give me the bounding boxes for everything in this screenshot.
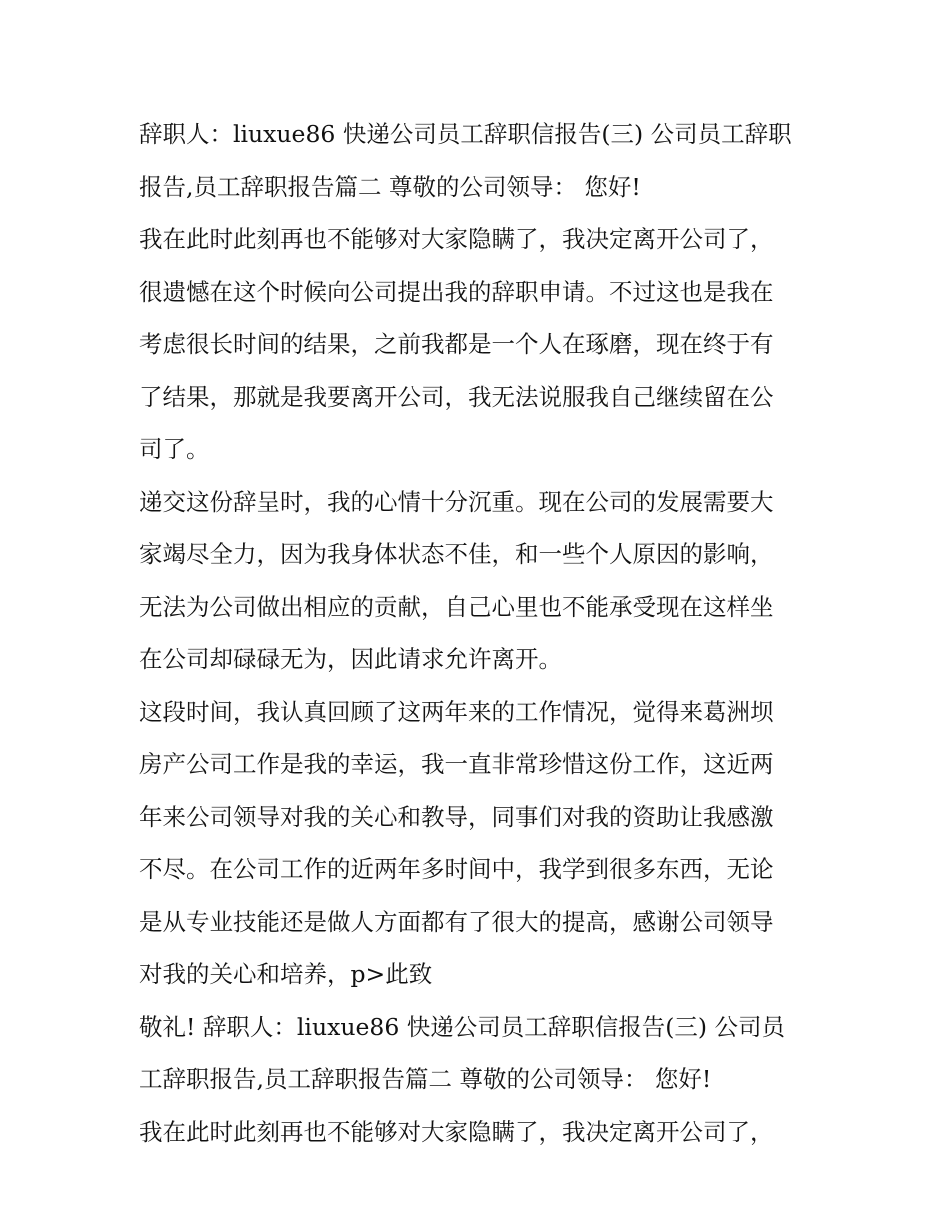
text-line: 我在此时此刻再也不能够对大家隐瞒了，我决定离开公司了， (139, 225, 774, 253)
text-line: 辞职人：liuxue86 快递公司员工辞职信报告(三) 公司员工辞职 (139, 120, 792, 148)
text-line: 是从专业技能还是做人方面都有了很大的提高，感谢公司领导 (139, 907, 774, 936)
text-line: 很遗憾在这个时候向公司提出我的辞职申请。不过这也是我在 (139, 277, 774, 306)
text-line: 了结果，那就是我要离开公司，我无法说服我自己继续留在公 (139, 382, 774, 411)
text-line: 工辞职报告,员工辞职报告篇二 尊敬的公司领导： 您好! (139, 1065, 712, 1093)
text-line: 这段时间，我认真回顾了这两年来的工作情况，觉得来葛洲坝 (139, 697, 774, 726)
text-line: 报告,员工辞职报告篇二 尊敬的公司领导： 您好! (139, 172, 641, 201)
text-line: 敬礼! 辞职人：liuxue86 快递公司员工辞职信报告(三) 公司员 (139, 1012, 786, 1041)
text-line: 在公司却碌碌无为，因此请求允许离开。 (139, 645, 562, 673)
text-line: 递交这份辞呈时，我的心情十分沉重。现在公司的发展需要大 (139, 487, 774, 516)
text-line: 年来公司领导对我的关心和教导，同事们对我的资助让我感激 (139, 802, 774, 831)
text-line: 不尽。在公司工作的近两年多时间中，我学到很多东西，无论 (139, 855, 774, 883)
text-line: 对我的关心和培养，p>此致 (139, 960, 433, 988)
text-line: 房产公司工作是我的幸运，我一直非常珍惜这份工作，这近两 (139, 750, 774, 778)
text-line: 司了。 (139, 435, 210, 463)
text-line: 家竭尽全力，因为我身体状态不佳，和一些个人原因的影响， (139, 540, 774, 568)
document-body (139, 108, 819, 1158)
text-line: 我在此时此刻再也不能够对大家隐瞒了，我决定离开公司了， (139, 1117, 774, 1146)
text-line: 考虑很长时间的结果，之前我都是一个人在琢磨，现在终于有 (139, 330, 774, 358)
text-line: 无法为公司做出相应的贡献，自己心里也不能承受现在这样坐 (139, 592, 774, 621)
